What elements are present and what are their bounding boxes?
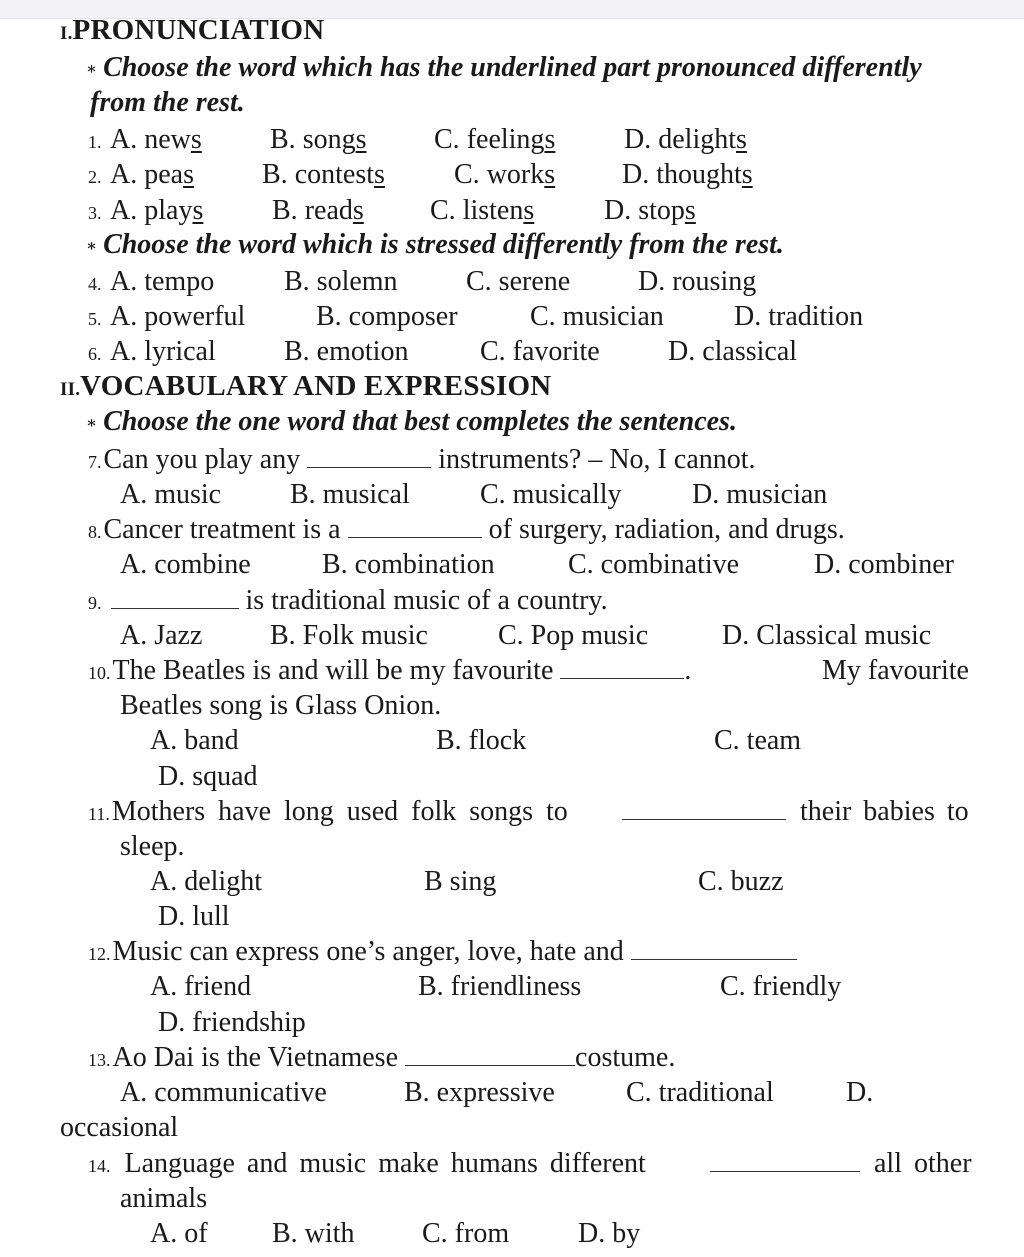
option-c[interactable]: C. traditional [626, 1077, 774, 1108]
option-b[interactable]: B. composer [316, 301, 458, 332]
question-number: 3. [88, 203, 102, 223]
answer-blank[interactable] [622, 797, 786, 820]
option-b[interactable]: B. reads [272, 195, 364, 226]
option-b[interactable]: B. songs [270, 124, 367, 155]
option-c[interactable]: C. friendly [720, 971, 842, 1002]
section-title: PRONUNCIATION [72, 14, 325, 46]
option-d[interactable]: D. thoughts [622, 159, 753, 190]
option-a[interactable]: A. peas [110, 159, 194, 190]
option-c[interactable]: C. musician [530, 301, 664, 332]
option-c[interactable]: C. favorite [480, 336, 600, 367]
option-b[interactable]: B. emotion [284, 336, 409, 367]
question-stem-line2: animals [120, 1183, 208, 1214]
option-d[interactable]: D. Classical music [722, 620, 932, 651]
option-c[interactable]: C. Pop music [498, 620, 649, 651]
option-b[interactable]: B sing [424, 866, 497, 897]
answer-blank[interactable] [348, 515, 482, 538]
option-d[interactable]: D. rousing [638, 266, 757, 297]
option-c[interactable]: C. listens [430, 195, 535, 226]
option-b[interactable]: B. expressive [404, 1077, 555, 1108]
question-stem-continued: their babies to [800, 796, 969, 827]
question-stem: 13.Ao Dai is the Vietnamese costume. [88, 1042, 676, 1073]
option-a[interactable]: A. of [150, 1218, 208, 1249]
instruction-pronunciation-line2 [90, 87, 245, 119]
section-number: I. [60, 23, 73, 44]
option-d[interactable]: D. [846, 1077, 874, 1108]
question-stem-line2: sleep. [120, 831, 185, 862]
option-d[interactable]: D. by [578, 1218, 641, 1249]
instruction-text: Choose the word which has the underlined part pronounced differently [103, 52, 922, 83]
option-d[interactable]: D. stops [604, 195, 696, 226]
option-c[interactable]: C. buzz [698, 866, 784, 897]
instruction-text: from the rest. [90, 87, 245, 118]
section-number: II. [60, 379, 81, 400]
option-d[interactable]: D. squad [158, 761, 258, 792]
answer-blank[interactable] [631, 937, 797, 960]
option-b[interactable]: B. combination [322, 549, 495, 580]
question-number: 6. [88, 344, 102, 364]
option-c[interactable]: C. from [422, 1218, 510, 1249]
option-c[interactable]: C. works [454, 159, 556, 190]
option-b[interactable]: B. Folk music [270, 620, 428, 651]
instruction-pronunciation [86, 52, 922, 86]
question-stem: 9. is traditional music of a country. [88, 585, 608, 616]
option-d[interactable]: D. tradition [734, 301, 864, 332]
option-b[interactable]: B. flock [436, 725, 527, 756]
option-b[interactable]: B. solemn [284, 266, 398, 297]
option-a[interactable]: A. lyrical [110, 336, 216, 367]
question-stem: 7.Can you play any instruments? – No, I cannot. [88, 444, 756, 475]
option-d[interactable]: D. lull [158, 901, 230, 932]
answer-blank-wrap [710, 1148, 860, 1180]
option-b[interactable]: B. contests [262, 159, 385, 190]
answer-blank-wrap [622, 796, 786, 828]
instruction-stress [86, 229, 784, 263]
option-c[interactable]: C. musically [480, 479, 622, 510]
option-d-wrapped-text[interactable]: occasional [60, 1112, 179, 1143]
question-stem-line2: Beatles song is Glass Onion. [120, 690, 442, 721]
section-heading-vocabulary [60, 370, 551, 406]
instruction-vocabulary [86, 406, 737, 440]
option-c[interactable]: C. feelings [434, 124, 556, 155]
option-d[interactable]: D. friendship [158, 1007, 306, 1038]
bullet-icon: ∗ [86, 237, 98, 255]
instruction-text: Choose the one word that best completes the sentences. [103, 406, 737, 437]
option-a[interactable]: A. news [110, 124, 202, 155]
section-title: VOCABULARY AND EXPRESSION [80, 370, 552, 402]
option-a[interactable]: A. music [120, 479, 222, 510]
question-stem: 10.The Beatles is and will be my favourite . [88, 655, 692, 686]
question-stem: 12.Music can express one’s anger, love, hate and [88, 936, 797, 970]
answer-blank[interactable] [560, 656, 684, 679]
option-a[interactable]: A. tempo [110, 266, 215, 297]
option-a[interactable]: A. Jazz [120, 620, 203, 651]
answer-blank[interactable] [405, 1043, 575, 1066]
option-d[interactable]: D. delights [624, 124, 747, 155]
question-stem: 11.Mothers have long used folk songs to [88, 796, 568, 827]
option-a[interactable]: A. plays [110, 195, 204, 226]
question-stem: 14. Language and music make humans different [88, 1148, 646, 1179]
section-heading-pronunciation [60, 14, 324, 50]
option-b[interactable]: B. with [272, 1218, 355, 1249]
bullet-icon: ∗ [86, 414, 98, 432]
bullet-icon: ∗ [86, 60, 98, 78]
option-a[interactable]: A. communicative [120, 1077, 327, 1108]
question-number: 4. [88, 274, 102, 294]
option-a[interactable]: A. delight [150, 866, 262, 897]
answer-blank[interactable] [111, 586, 239, 609]
option-a[interactable]: A. powerful [110, 301, 246, 332]
option-c[interactable]: C. combinative [568, 549, 740, 580]
question-stem: 8.Cancer treatment is a of surgery, radiation, and drugs. [88, 514, 845, 545]
answer-blank[interactable] [307, 445, 431, 468]
option-a[interactable]: A. friend [150, 971, 252, 1002]
option-a[interactable]: A. combine [120, 549, 251, 580]
option-a[interactable]: A. band [150, 725, 239, 756]
option-b[interactable]: B. friendliness [418, 971, 582, 1002]
option-c[interactable]: C. serene [466, 266, 571, 297]
question-number: 5. [88, 309, 102, 329]
option-d[interactable]: D. combiner [814, 549, 954, 580]
instruction-text: Choose the word which is stressed differently from the rest. [103, 229, 784, 260]
question-stem-continued: My favourite [822, 655, 969, 686]
option-b[interactable]: B. musical [290, 479, 410, 510]
option-d[interactable]: D. classical [668, 336, 798, 367]
answer-blank[interactable] [710, 1149, 860, 1172]
option-c[interactable]: C. team [714, 725, 802, 756]
question-number: 1. [88, 132, 102, 152]
option-d[interactable]: D. musician [692, 479, 828, 510]
question-stem-continued: all other [874, 1148, 972, 1179]
question-number: 2. [88, 167, 102, 187]
